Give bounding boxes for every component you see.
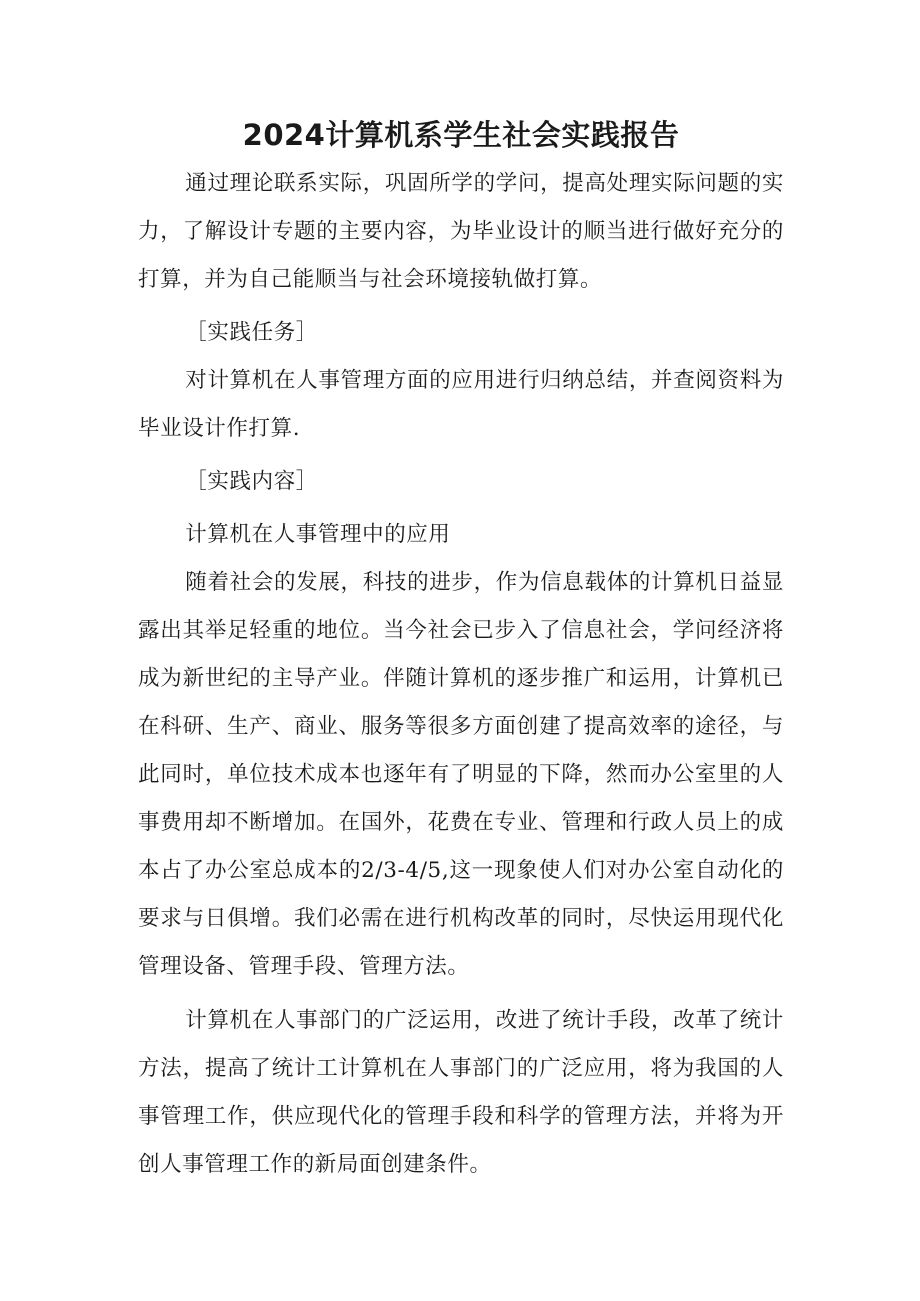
content-paragraph-1: 随着社会的发展，科技的进步，作为信息载体的计算机日益显露出其举足轻重的地位。当今社会已步入了信息社会，学问经济将成为新世纪的主导产业。伴随计算机的逐步推广和运用，计算机已在科研、生产、商业、服务等很多方面创建了提高效率的途径，与此同时，单位技术成本也逐年有了明显的下降，然而办公室里的人事费用却不断增加。在国外，花费在专业、管理和行政人员上的成本占了办公室总成本的2/3-4/5,这一现象使人们对办公室自动化的要求与日俱增。我们必需在进行机构改革的同时，尽快运用现代化管理设备、管理手段、管理方法。 [138, 570, 784, 979]
task-paragraph: 对计算机在人事管理方面的应用进行归纳总结，并查阅资料为毕业设计作打算. [138, 368, 784, 441]
document-page [138, 110, 784, 1189]
section-heading-content: ［实践内容］ [185, 469, 318, 494]
content-paragraph-2: 计算机在人事部门的广泛运用，改进了统计手段，改革了统计方法，提高了统计工计算机在人事部门的广泛应用，将为我国的人事管理工作，供应现代化的管理手段和科学的管理方法，并将为开创人事管理工作的新局面创建条件。 [138, 1008, 784, 1177]
document-title: 2024计算机系学生社会实践报告 [242, 118, 680, 152]
intro-paragraph: 通过理论联系实际，巩固所学的学问，提高处理实际问题的实力，了解设计专题的主要内容，为毕业设计的顺当进行做好充分的打算，并为自己能顺当与社会环境接轨做打算。 [138, 171, 784, 292]
content-subheading: 计算机在人事管理中的应用 [185, 522, 451, 547]
section-heading-task: ［实践任务］ [185, 320, 318, 345]
